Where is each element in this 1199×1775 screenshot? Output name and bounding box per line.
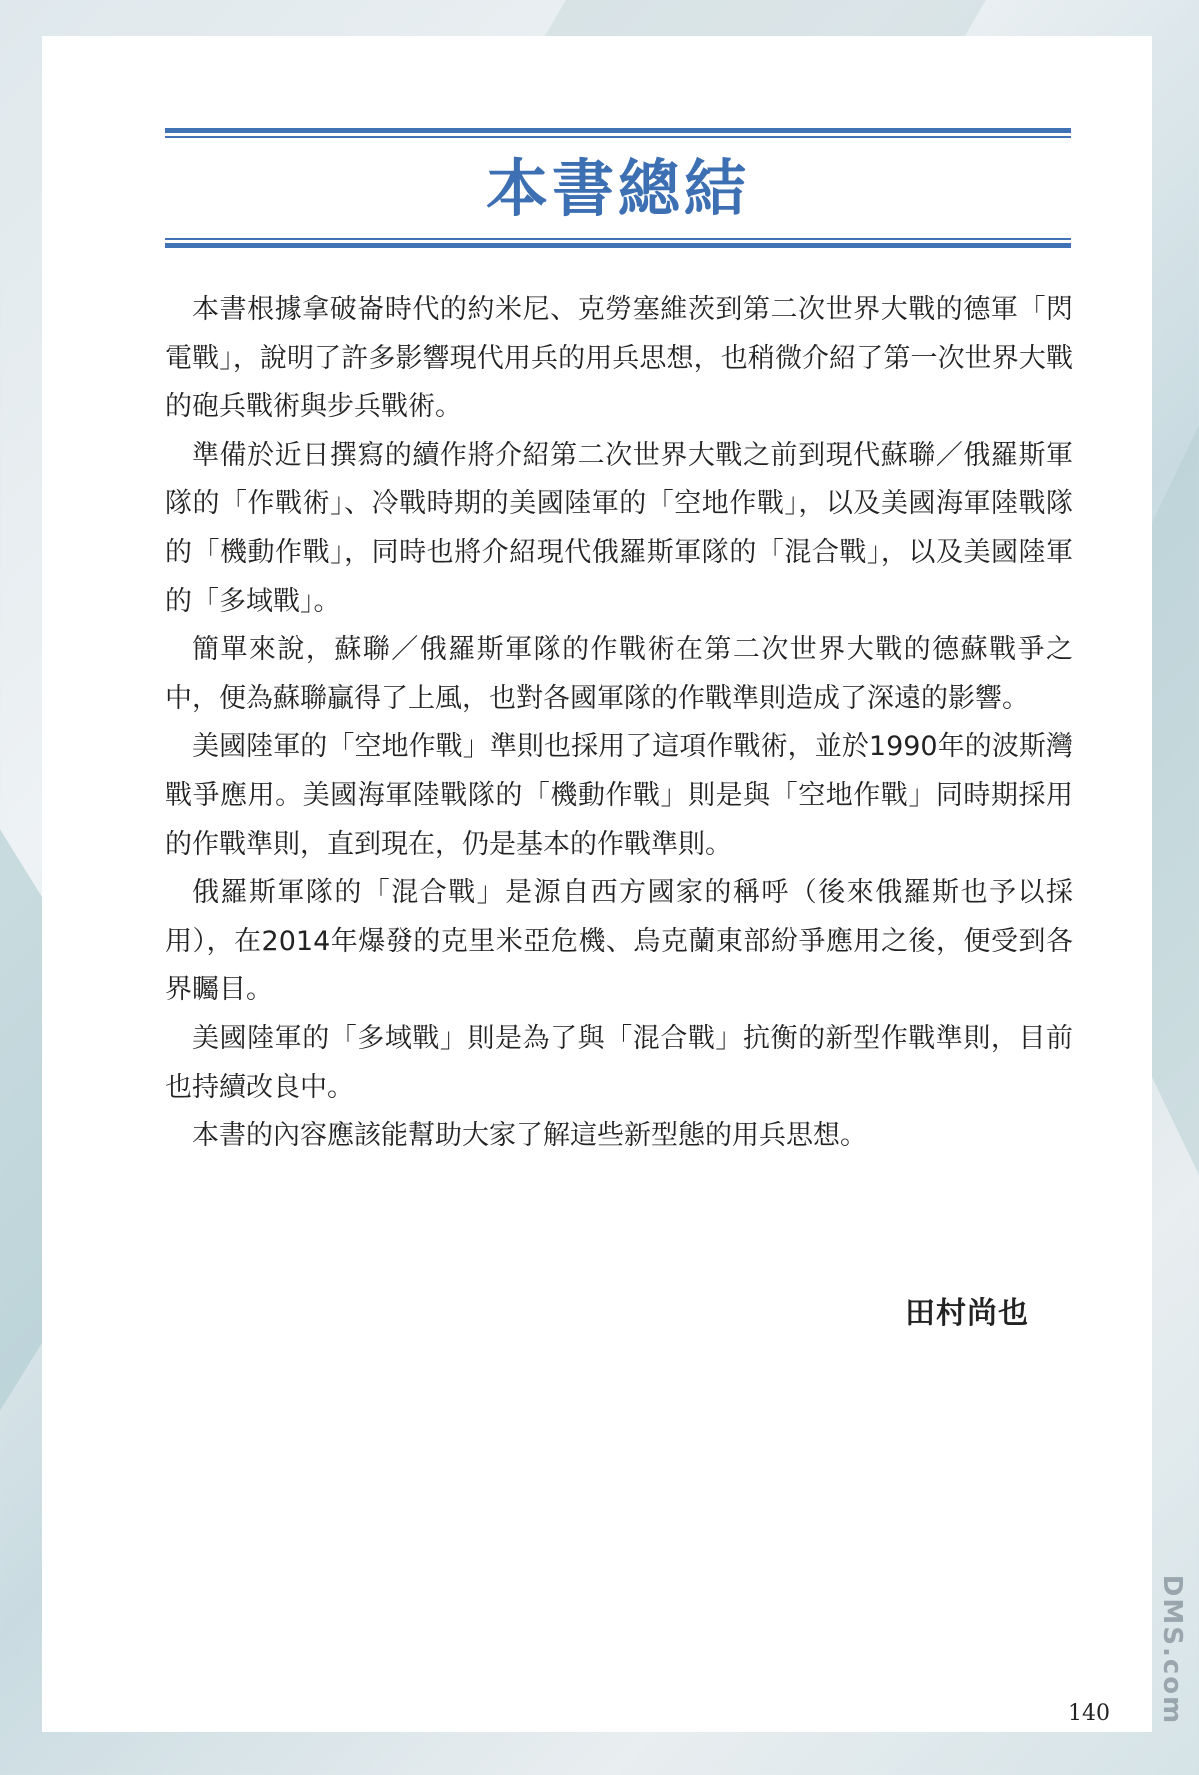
bottom-rule-thick — [165, 243, 1071, 248]
page-title: 本書總結 — [485, 152, 750, 225]
book-page — [42, 36, 1152, 1732]
body-text — [165, 286, 1073, 1161]
paragraph: 本書根據拿破崙時代的約米尼、克勞塞維茨到第二次世界大戰的德軍「閃電戰」，說明了許多影響現代用兵的用兵思想，也稍微介紹了第一次世界大戰的砲兵戰術與步兵戰術。 — [165, 294, 1073, 423]
paragraph: 簡單來說，蘇聯／俄羅斯軍隊的作戰術在第二次世界大戰的德蘇戰爭之中，便為蘇聯贏得了上風，也對各國軍隊的作戰準則造成了深遠的影響。 — [165, 634, 1073, 714]
paragraph: 美國陸軍的「空地作戰」準則也採用了這項作戰術，並於1990年的波斯灣戰爭應用。美國海軍陸戰隊的「機動作戰」則是與「空地作戰」同時期採用的作戰準則，直到現在，仍是基本的作戰準則。 — [165, 731, 1073, 860]
paragraph: 本書的內容應該能幫助大家了解這些新型態的用兵思想。 — [192, 1120, 867, 1152]
author-signature: 田村尚也 — [905, 1296, 1029, 1331]
site-watermark — [1152, 1555, 1192, 1745]
chapter-header — [165, 128, 1071, 248]
watermark-text: DMS.com — [1157, 1574, 1187, 1726]
paragraph: 準備於近日撰寫的續作將介紹第二次世界大戰之前到現代蘇聯／俄羅斯軍隊的「作戰術」、冷戰時期的美國陸軍的「空地作戰」，以及美國海軍陸戰隊的「機動作戰」，同時也將介紹現代俄羅斯軍隊的「混合戰」，以及美國陸軍的「多域戰」。 — [165, 439, 1073, 617]
paragraph: 俄羅斯軍隊的「混合戰」是源自西方國家的稱呼（後來俄羅斯也予以採用），在2014年爆發的克里米亞危機、烏克蘭東部紛爭應用之後，便受到各界矚目。 — [165, 877, 1073, 1006]
bottom-rule-thin — [165, 238, 1071, 240]
top-rule-thick — [165, 128, 1071, 133]
top-rule-thin — [165, 136, 1071, 138]
page-number: 140 — [1068, 1701, 1110, 1726]
paragraph: 美國陸軍的「多域戰」則是為了與「混合戰」抗衡的新型作戰準則，目前也持續改良中。 — [165, 1022, 1073, 1103]
